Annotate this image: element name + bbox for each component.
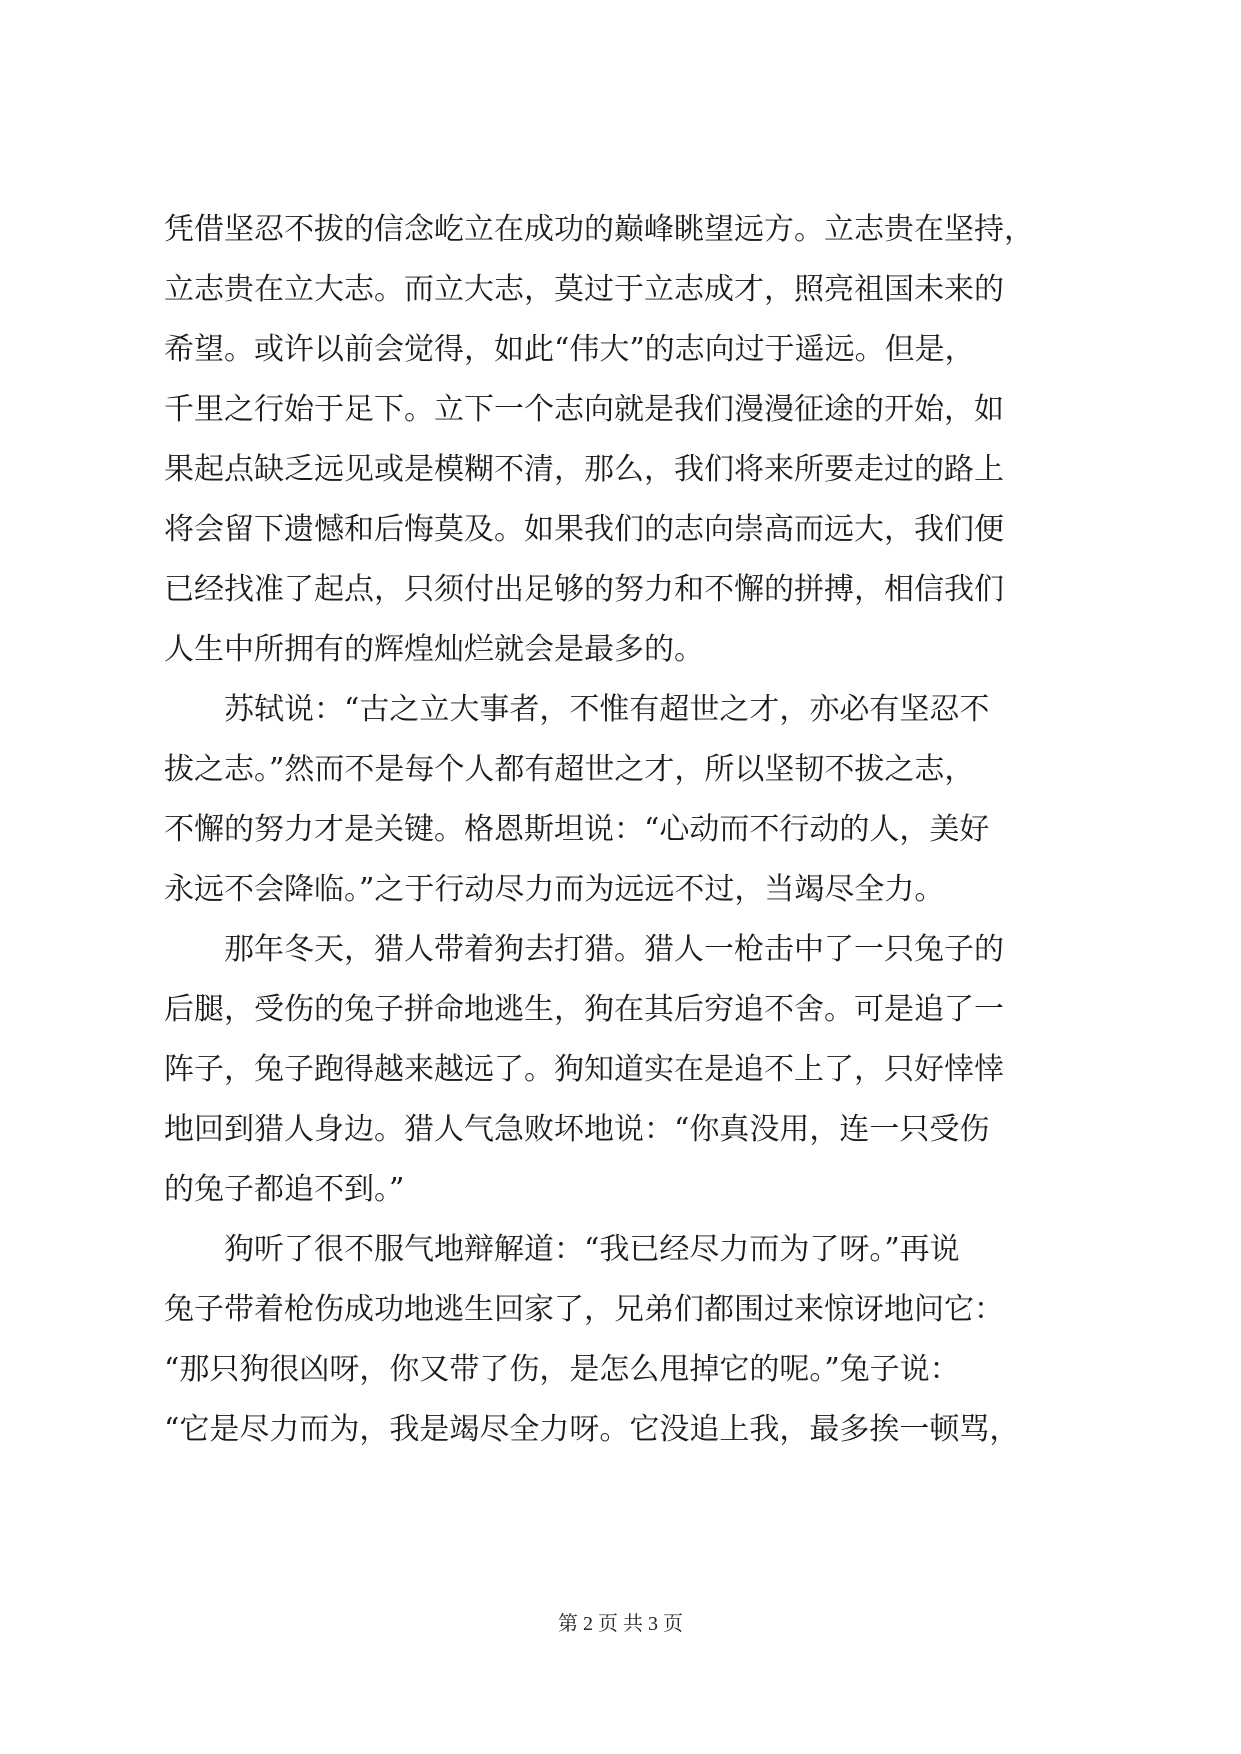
text-line: “它是尽力而为，我是竭尽全力呀。它没追上我，最多挨一顿骂， (164, 1412, 1020, 1447)
text-line: 人生中所拥有的辉煌灿烂就会是最多的。 (164, 632, 704, 667)
text-line: 阵子，兔子跑得越来越远了。狗知道实在是追不上了，只好悻悻 (164, 1052, 1004, 1087)
page-number-footer: 第 2 页 共 3 页 (558, 1613, 683, 1635)
text-line: 拔之志。”然而不是每个人都有超世之才，所以坚韧不拔之志， (164, 752, 975, 787)
text-line: 千里之行始于足下。立下一个志向就是我们漫漫征途的开始，如 (164, 392, 1004, 427)
text-line: “那只狗很凶呀，你又带了伤，是怎么甩掉它的呢。”兔子说： (164, 1352, 960, 1387)
text-line: 将会留下遗憾和后悔莫及。如果我们的志向崇高而远大，我们便 (164, 512, 1004, 547)
text-line: 苏轼说：“古之立大事者，不惟有超世之才，亦必有坚忍不 (224, 692, 990, 727)
text-line: 已经找准了起点，只须付出足够的努力和不懈的拼搏，相信我们 (164, 572, 1004, 607)
text-line: 凭借坚忍不拔的信念屹立在成功的巅峰眺望远方。立志贵在坚持， (164, 212, 1034, 247)
text-line: 立志贵在立大志。而立大志，莫过于立志成才，照亮祖国未来的 (164, 272, 1004, 307)
text-line: 地回到猎人身边。猎人气急败坏地说：“你真没用，连一只受伤 (164, 1112, 990, 1147)
text-line: 希望。或许以前会觉得，如此“伟大”的志向过于遥远。但是， (164, 332, 975, 367)
text-line: 不懈的努力才是关键。格恩斯坦说：“心动而不行动的人，美好 (164, 812, 990, 847)
text-line: 的兔子都追不到。” (164, 1172, 405, 1207)
text-line: 果起点缺乏远见或是模糊不清，那么，我们将来所要走过的路上 (164, 452, 1004, 487)
text-line: 后腿，受伤的兔子拼命地逃生，狗在其后穷追不舍。可是追了一 (164, 992, 1004, 1027)
text-line: 兔子带着枪伤成功地逃生回家了，兄弟们都围过来惊讶地问它： (164, 1292, 1004, 1327)
text-line: 那年冬天，猎人带着狗去打猎。猎人一枪击中了一只兔子的 (224, 932, 1004, 967)
text-line: 狗听了很不服气地辩解道：“我已经尽力而为了呀。”再说 (224, 1232, 960, 1267)
text-line: 永远不会降临。”之于行动尽力而为远远不过，当竭尽全力。 (164, 872, 945, 907)
